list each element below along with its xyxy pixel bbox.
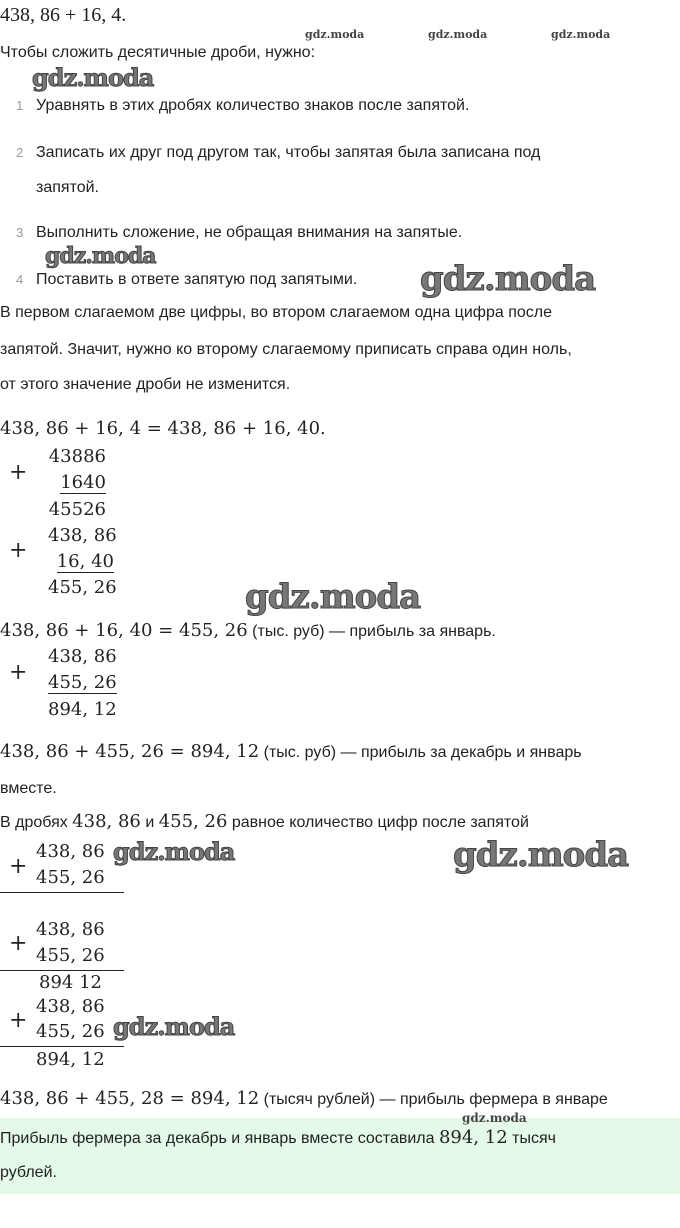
number: 455, 26 [158, 811, 228, 832]
result: 894 12 [39, 972, 102, 993]
result: 455, 26 [48, 577, 117, 598]
result: 894, 12 [36, 1049, 105, 1070]
operand: 455, 26 [36, 945, 105, 966]
step-text: Записать их друг под другом так, чтобы запятая была записана под [36, 144, 541, 161]
watermark: gdz.moda [420, 259, 596, 299]
task-expression: 438, 86 + 16, 4. [0, 4, 127, 26]
step-number: 3 [16, 225, 24, 240]
intro-text: Чтобы сложить десятичные дроби, нужно: [0, 44, 316, 61]
operand: 1640 [60, 472, 106, 493]
paragraph-line: В первом слагаемом две цифры, во втором слагаемом одна цифра после [0, 304, 552, 321]
plus-sign: + [9, 854, 28, 879]
result: 45526 [48, 499, 106, 520]
plus-sign: + [9, 660, 28, 685]
operand: 438, 86 [36, 996, 105, 1017]
paragraph-line: запятой. Значит, нужно ко второму слагаемому приписать справа один ноль, [0, 341, 572, 358]
sum-line [0, 970, 124, 971]
watermark: gdz.moda [462, 1111, 527, 1125]
watermark: gdz.moda [113, 1012, 235, 1041]
watermark: gdz.moda [551, 28, 611, 41]
step-text: запятой. [36, 179, 99, 196]
answer-text: рублей. [0, 1164, 57, 1181]
text: равное количество цифр после запятой [227, 814, 529, 831]
equation-text: (тыс. руб) — прибыль за январь. [247, 623, 496, 640]
step-number: 2 [16, 145, 24, 160]
plus-sign: + [9, 460, 28, 485]
operand: 455, 26 [48, 672, 117, 693]
answer-text: тысяч [507, 1130, 556, 1147]
operand: 438, 86 [36, 919, 105, 940]
watermark: gdz.moda [45, 243, 156, 269]
step-text: Уравнять в этих дробях количество знаков после запятой. [36, 97, 470, 114]
operand: 438, 86 [48, 525, 117, 546]
answer-text: Прибыль фермера за декабрь и январь вместе составила [0, 1130, 439, 1147]
watermark: gdz.moda [428, 28, 488, 41]
equation: 438, 86 + 16, 40 = 455, 26 [0, 620, 248, 641]
equation: 438, 86 + 455, 28 = 894, 12 [0, 1088, 260, 1109]
step-text: Поставить в ответе запятую под запятыми. [36, 271, 358, 288]
operand: 438, 86 [48, 646, 117, 667]
watermark: gdz.moda [305, 28, 365, 41]
plus-sign: + [9, 1008, 28, 1033]
operand: 438, 86 [36, 841, 105, 862]
sum-line [0, 892, 124, 893]
operand: 43886 [48, 446, 106, 467]
step-number: 4 [16, 272, 24, 287]
answer-number: 894, 12 [438, 1127, 508, 1148]
paragraph-line: от этого значение дроби не изменится. [0, 376, 291, 393]
equation: 438, 86 + 455, 26 = 894, 12 [0, 741, 260, 762]
sum-line [0, 1046, 124, 1047]
equation-text: (тыс. руб) — прибыль за декабрь и январь [259, 744, 582, 761]
operand: 455, 26 [36, 867, 105, 888]
plus-sign: + [9, 538, 28, 563]
text: и [140, 814, 159, 831]
watermark: gdz.moda [245, 577, 421, 617]
operand: 16, 40 [56, 551, 114, 572]
equation: 438, 86 + 16, 4 = 438, 86 + 16, 40. [0, 418, 326, 439]
equation-text: вместе. [0, 780, 57, 797]
operand: 455, 26 [36, 1021, 105, 1042]
equation-text: (тысяч рублей) — прибыль фермера в январе [259, 1091, 608, 1108]
watermark: gdz.moda [32, 63, 154, 92]
watermark: gdz.moda [453, 835, 629, 875]
plus-sign: + [9, 931, 28, 956]
number: 438, 86 [72, 811, 141, 832]
result: 894, 12 [48, 699, 117, 720]
text: В дробях [0, 814, 73, 831]
step-text: Выполнить сложение, не обращая внимания на запятые. [36, 224, 463, 241]
step-number: 1 [16, 98, 24, 113]
watermark: gdz.moda [113, 837, 235, 866]
